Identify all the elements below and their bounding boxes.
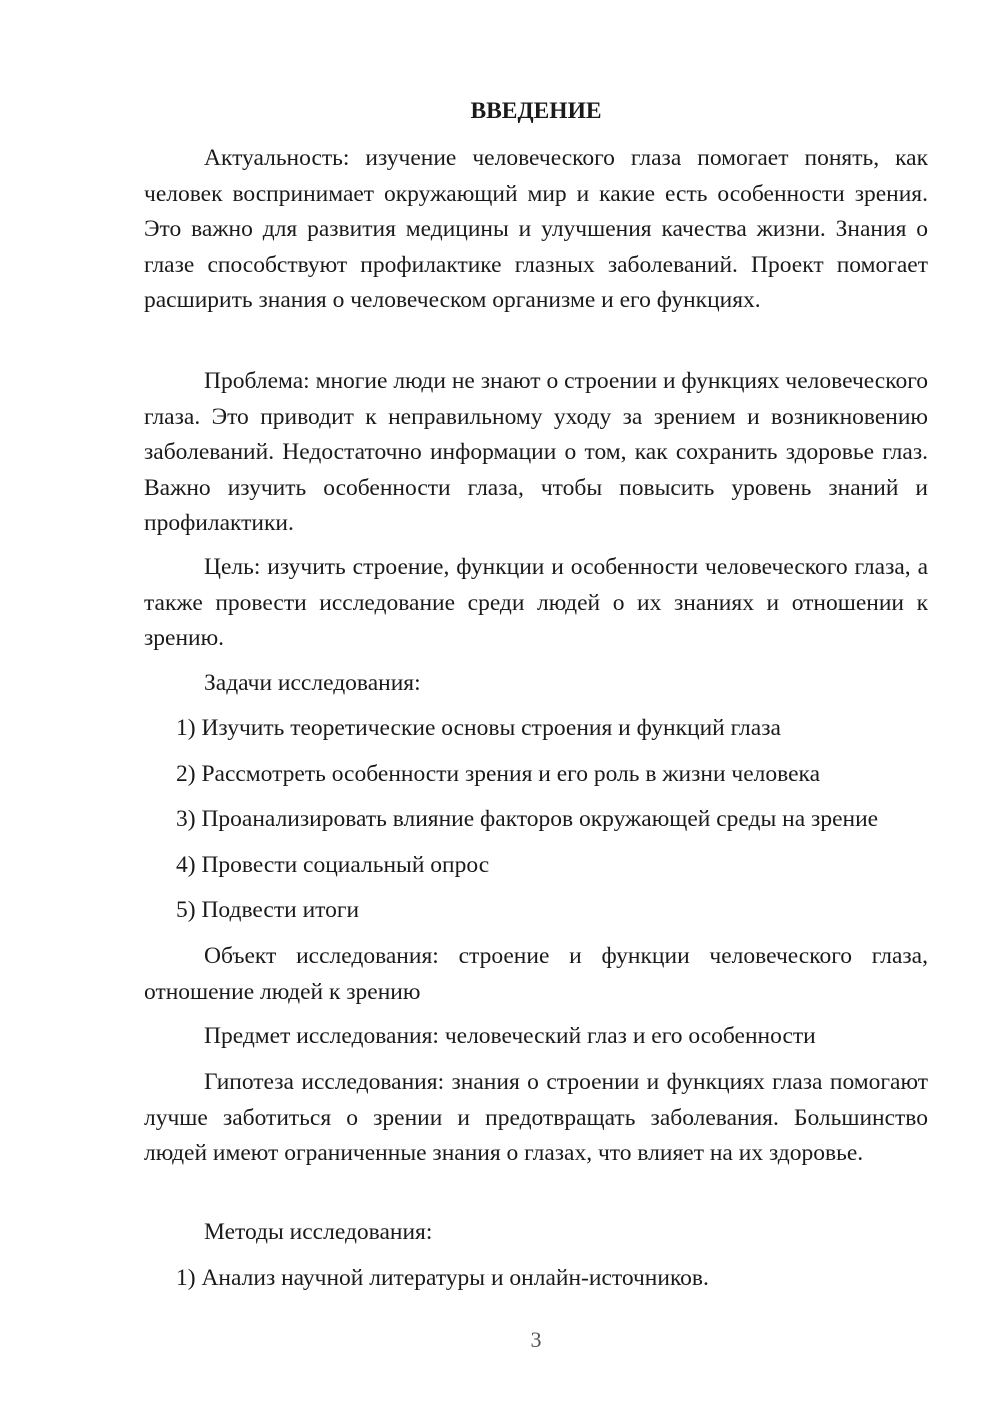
- method-item: 1) Анализ научной литературы и онлайн-источников.: [176, 1265, 709, 1291]
- task-item: 4) Провести социальный опрос: [176, 852, 490, 878]
- hypothesis-paragraph: Гипотеза исследования: знания о строении и функциях глаза помогают лучше заботиться о зрении и предотвращать заболевания. Большинство людей имеют ограниченные знания о глазах, что влияет на их здоровье.: [144, 1069, 928, 1166]
- page-title: ВВЕДЕНИЕ: [470, 98, 602, 124]
- relevance-paragraph: Актуальность: изучение человеческого глаза помогает понять, как человек воспринимает окружающий мир и какие есть особенности зрения. Это важно для развития медицины и улучшения качества жизни. Знания о глазе способствуют профилактике глазных заболеваний. Проект помогает расширить знания о человеческом организме и его функциях.: [144, 145, 928, 313]
- page-number: 3: [530, 1327, 542, 1352]
- methods-heading: Методы исследования:: [204, 1219, 433, 1245]
- tasks-heading: Задачи исследования:: [204, 670, 421, 696]
- task-item: 5) Подвести итоги: [176, 897, 360, 923]
- object-paragraph: Объект исследования: строение и функции человеческого глаза, отношение людей к зрению: [144, 943, 928, 1005]
- goal-paragraph: Цель: изучить строение, функции и особенности человеческого глаза, а также провести исследование среди людей о их знаниях и отношении к зрению.: [144, 554, 928, 651]
- task-item: 1) Изучить теоретические основы строения и функций глаза: [176, 715, 781, 741]
- problem-paragraph: Проблема: многие люди не знают о строении и функциях человеческого глаза. Это приводит к неправильному уходу за зрением и возникновению заболеваний. Недостаточно информации о том, как сохранить здоровье глаз. Важно изучить особенности глаза, чтобы повысить уровень знаний и профилактики.: [144, 368, 928, 536]
- subject-paragraph: Предмет исследования: человеческий глаз и его особенности: [204, 1023, 816, 1049]
- task-item: 3) Проанализировать влияние факторов окружающей среды на зрение: [176, 806, 879, 832]
- task-item: 2) Рассмотреть особенности зрения и его роль в жизни человека: [176, 761, 821, 787]
